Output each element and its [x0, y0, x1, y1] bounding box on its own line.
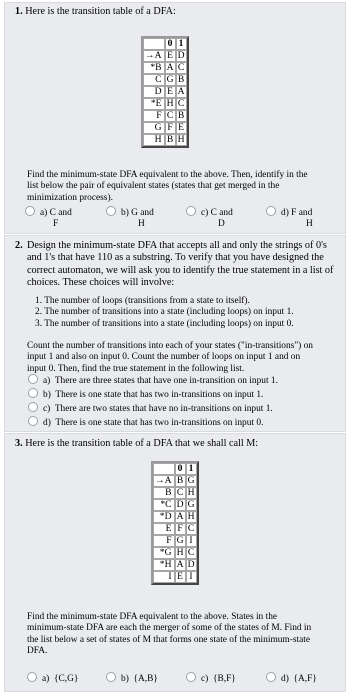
q1-option-a[interactable] — [25, 206, 72, 231]
state-cell: D — [143, 86, 165, 98]
option-text-line2: D — [218, 219, 225, 230]
prompt-line: DFA. — [27, 646, 48, 657]
option-text: There are three states that have one in-transition on input 1. — [54, 376, 278, 386]
radio-button[interactable] — [25, 206, 35, 216]
q1-transition-table — [141, 36, 189, 148]
option-text: There are two states that have no in-transitions on input 1. — [54, 404, 273, 414]
q3-option-c[interactable] — [186, 672, 236, 685]
state-cell: →A — [153, 475, 175, 487]
table-cell: B — [175, 475, 186, 487]
option-letter: a) — [40, 208, 48, 218]
table-cell: B — [165, 134, 176, 146]
table-row — [153, 523, 197, 535]
table-cell: H — [186, 487, 197, 499]
radio-button[interactable] — [186, 672, 196, 682]
header-cell — [143, 38, 165, 50]
state-cell: *D — [153, 511, 175, 523]
option-text: {A,B} — [133, 674, 158, 684]
radio-button[interactable] — [28, 388, 38, 398]
state-cell: *B — [143, 62, 165, 74]
table-header-row — [143, 38, 187, 50]
table-cell: E — [175, 571, 186, 583]
q2-choice-criteria-list — [35, 296, 335, 330]
prompt-line: the list below a set of states of M that forms one state of the minimum-state — [27, 634, 311, 645]
table-cell: A — [175, 511, 186, 523]
table-cell: B — [176, 74, 187, 86]
table-cell: A — [176, 86, 187, 98]
table-cell: F — [165, 122, 176, 134]
table-cell: C — [165, 110, 176, 122]
table-cell: H — [175, 547, 186, 559]
q2-option-c[interactable] — [28, 402, 273, 415]
title-line: choices. These choices will involve: — [27, 277, 175, 289]
option-text: {B,F} — [212, 674, 236, 684]
table-row — [143, 110, 187, 122]
state-cell: F — [153, 535, 175, 547]
table-cell: H — [165, 98, 176, 110]
question-1-title — [15, 6, 176, 18]
table-cell: I — [186, 571, 197, 583]
radio-button[interactable] — [266, 672, 276, 682]
table-cell: D — [186, 559, 197, 571]
question-1-title-text: Here is the transition table of a DFA: — [25, 6, 176, 17]
option-text: G and — [131, 208, 154, 218]
prompt-line: Find the minimum-state DFA equivalent to the above. Then, identify in the — [27, 170, 308, 180]
option-text-line2: H — [306, 219, 313, 230]
table-cell: G — [186, 475, 197, 487]
state-cell: C — [143, 74, 165, 86]
table-cell: G — [165, 74, 176, 86]
option-text: C and — [210, 208, 233, 218]
list-item: 2. The number of transitions into a state (including loops) on input 1. — [35, 307, 294, 318]
option-letter: a) — [43, 376, 51, 386]
table-cell: I — [186, 535, 197, 547]
q2-option-a[interactable] — [28, 374, 278, 387]
question-2-title — [15, 240, 340, 290]
option-text-line2: H — [138, 219, 145, 230]
table-row — [153, 511, 197, 523]
option-letter: c) — [201, 674, 209, 684]
table-cell: B — [176, 110, 187, 122]
table-row — [153, 571, 197, 583]
list-item: 1. The number of loops (transitions from a state to itself). — [35, 296, 250, 306]
option-text: F and — [291, 208, 313, 218]
question-3-title — [15, 438, 258, 450]
table-header-row — [153, 463, 197, 475]
option-letter: b) — [121, 208, 129, 218]
table-cell: A — [165, 62, 176, 74]
state-cell: →A — [143, 50, 165, 62]
question-3-number: 3. — [15, 438, 23, 449]
table-row — [153, 487, 197, 499]
header-cell: 1 — [176, 38, 187, 50]
table-cell: C — [186, 523, 197, 535]
table-cell: D — [176, 50, 187, 62]
table-cell: D — [175, 499, 186, 511]
option-text: {C,G} — [53, 674, 79, 684]
question-2-panel — [4, 235, 346, 432]
option-text: There is one state that has two in-transitions on input 0. — [55, 418, 264, 428]
table-cell: E — [176, 122, 187, 134]
table-row — [143, 74, 187, 86]
table-row — [143, 134, 187, 146]
table-cell: C — [176, 62, 187, 74]
q2-instructions — [27, 341, 327, 375]
q3-option-b[interactable] — [106, 672, 158, 685]
state-cell: F — [143, 110, 165, 122]
table-row — [153, 499, 197, 511]
title-line: and 1's that have 110 as a substring. To verify that you have designed the — [27, 252, 324, 264]
q3-prompt — [27, 612, 337, 658]
instruction-line: input 1 and also on input 0. Count the number of loops on input 1 and on — [27, 352, 301, 363]
option-letter: d) — [281, 674, 289, 684]
state-cell: *E — [143, 98, 165, 110]
radio-button[interactable] — [106, 672, 116, 682]
radio-button[interactable] — [28, 416, 38, 426]
radio-button[interactable] — [27, 672, 37, 682]
q3-transition-table — [151, 461, 199, 585]
question-3-panel — [4, 433, 346, 692]
header-cell — [153, 463, 175, 475]
radio-button[interactable] — [28, 374, 38, 384]
table-row — [153, 535, 197, 547]
option-letter: c) — [201, 208, 209, 218]
option-text-line2: F — [53, 219, 59, 230]
q3-option-d[interactable] — [266, 672, 317, 685]
table-cell: H — [176, 134, 187, 146]
option-letter: d) — [281, 208, 289, 218]
radio-button[interactable] — [106, 206, 116, 216]
state-cell: I — [153, 571, 175, 583]
state-cell: *C — [153, 499, 175, 511]
q3-option-a[interactable] — [27, 672, 78, 685]
title-line: correct automaton, we will ask you to identify the true statement in a list of — [27, 264, 334, 276]
table-cell: A — [175, 559, 186, 571]
prompt-line: minimum-state DFA are each the merger of some of the states of M. Find in — [27, 623, 312, 634]
question-2-number: 2. — [15, 240, 23, 251]
table-row — [153, 547, 197, 559]
state-cell: H — [143, 134, 165, 146]
table-row — [143, 50, 187, 62]
table-row — [143, 62, 187, 74]
table-cell: E — [165, 86, 176, 98]
table-row — [143, 86, 187, 98]
q1-option-b[interactable] — [106, 206, 154, 231]
table-row — [143, 122, 187, 134]
state-cell: E — [153, 523, 175, 535]
option-letter: b) — [121, 674, 129, 684]
option-text: C and — [49, 208, 72, 218]
option-letter: d) — [43, 418, 51, 428]
table-cell: C — [186, 547, 197, 559]
header-cell: 1 — [186, 463, 197, 475]
table-row — [143, 98, 187, 110]
table-cell: F — [175, 523, 186, 535]
option-letter: b) — [43, 390, 51, 400]
table-row — [153, 475, 197, 487]
state-cell: G — [143, 122, 165, 134]
header-cell: 0 — [165, 38, 176, 50]
prompt-line: list below the pair of equivalent states (states that get merged in the — [27, 181, 280, 192]
question-1-panel — [4, 2, 346, 234]
state-cell: *H — [153, 559, 175, 571]
instruction-line: input 0. Then, find the true statement in the following list. — [27, 363, 245, 374]
table-cell: C — [176, 98, 187, 110]
option-text: There is one state that has two in-transitions on input 1. — [55, 390, 264, 400]
table-cell: G — [186, 499, 197, 511]
table-cell: G — [175, 535, 186, 547]
table-cell: H — [186, 511, 197, 523]
q2-option-d[interactable] — [28, 416, 263, 429]
question-1-number: 1. — [15, 6, 23, 17]
table-row — [153, 559, 197, 571]
q1-prompt — [27, 170, 327, 204]
radio-button[interactable] — [266, 206, 276, 216]
prompt-line: minimization process). — [27, 192, 113, 203]
q1-option-d[interactable] — [266, 206, 313, 231]
header-cell: 0 — [175, 463, 186, 475]
option-letter: c) — [43, 404, 51, 414]
option-text: {A,F} — [293, 674, 317, 684]
question-3-title-text: Here is the transition table of a DFA that we shall call M: — [25, 438, 259, 449]
table-cell: C — [175, 487, 186, 499]
radio-button[interactable] — [186, 206, 196, 216]
state-cell: B — [153, 487, 175, 499]
instruction-line: Count the number of transitions into each of your states ("in-transitions") on — [27, 341, 313, 351]
list-item: 3. The number of transitions into a state (including loops) on input 0. — [35, 318, 294, 329]
state-cell: *G — [153, 547, 175, 559]
table-cell: E — [165, 50, 176, 62]
radio-button[interactable] — [28, 402, 38, 412]
option-letter: a) — [42, 674, 50, 684]
title-line: Design the minimum-state DFA that accepts all and only the strings of 0's — [27, 240, 327, 251]
q2-option-b[interactable] — [28, 388, 263, 401]
prompt-line: Find the minimum-state DFA equivalent to the above. States in the — [27, 612, 278, 622]
q1-option-c[interactable] — [186, 206, 233, 231]
